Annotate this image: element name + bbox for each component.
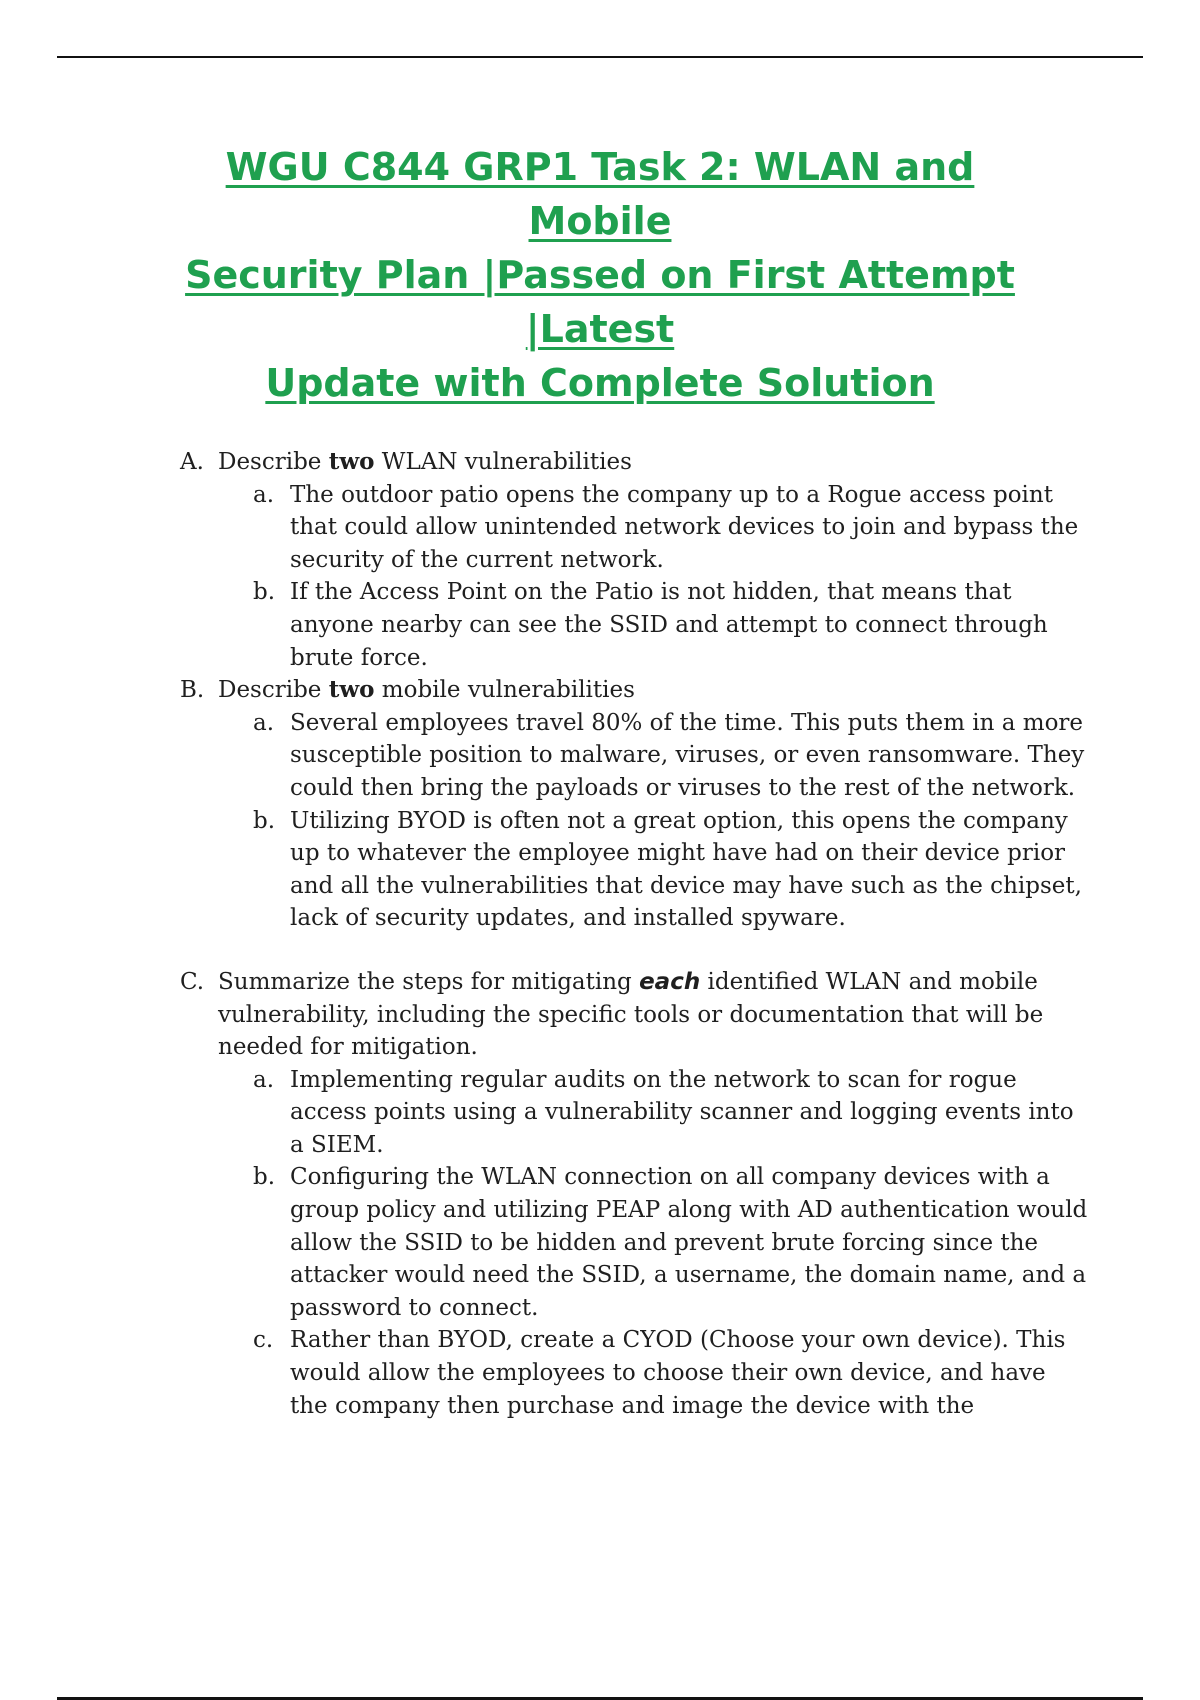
section-b [180,674,1090,935]
section-items [218,707,1090,935]
top-divider [57,56,1143,58]
emphasis-text: two [328,448,375,475]
item-marker: b. [253,807,276,834]
emphasis-text: each [639,968,701,995]
section-a [180,446,1090,674]
section-heading: Describe two mobile vulnerabilities [218,676,635,704]
list-item [253,707,1090,805]
item-marker: a. [253,709,275,736]
document-body [180,446,1090,1422]
item-marker: b. [253,579,276,606]
list-item [253,1324,1090,1422]
list-item [253,1064,1090,1162]
item-text: Several employees travel 80% of the time. This puts them in a more susceptible position to malware, viruses, or even ransomware. They could then bring the payloads or viruses to the rest of the network. [290,709,1085,801]
section-marker: C. [180,968,205,995]
title-line-3: Update with Complete Solution [265,361,935,405]
item-marker: b. [253,1164,276,1191]
title-line-1: WGU C844 GRP1 Task 2: WLAN and Mobile [225,145,975,243]
section-heading: Summarize the steps for mitigating each identified WLAN and mobile vulnerability, including the specific tools or documentation that will be needed for mitigation. [218,968,1044,1061]
item-marker: a. [253,1066,275,1093]
item-text: Rather than BYOD, create a CYOD (Choose your own device). This would allow the employees to choose their own device, and have the company then purchase and image the device with the [290,1327,1066,1419]
item-marker: c. [253,1327,274,1354]
section-marker: B. [180,677,205,704]
section-heading: Describe two WLAN vulnerabilities [218,448,632,475]
section-items [218,479,1090,675]
list-item [253,479,1090,577]
item-marker: a. [253,481,275,508]
emphasis-text: two [328,676,375,704]
item-text: Utilizing BYOD is often not a great option, this opens the company up to whatever the employee might have had on their device prior and all the vulnerabilities that device may have such as the chipset, lack of security updates, and installed spyware. [290,807,1082,932]
item-text: Configuring the WLAN connection on all company devices with a group policy and utilizing PEAP along with AD authentication would allow the SSID to be hidden and prevent brute forcing since the attacker would need the SSID, a username, the domain name, and a password to connect. [290,1164,1088,1321]
item-text: If the Access Point on the Patio is not hidden, that means that anyone nearby can see the SSID and attempt to connect through brute force. [290,579,1048,671]
item-text: Implementing regular audits on the network to scan for rogue access points using a vulnerability scanner and logging events into a SIEM. [290,1066,1074,1158]
section-c [180,966,1090,1422]
list-item [253,805,1090,935]
document-title [150,140,1050,410]
title-line-2: Security Plan |Passed on First Attempt |Latest [185,253,1015,351]
list-item [253,1161,1090,1324]
list-item [253,576,1090,674]
item-text: The outdoor patio opens the company up to a Rogue access point that could allow unintended network devices to join and bypass the security of the current network. [290,481,1079,573]
section-items [218,1064,1090,1423]
section-marker: A. [180,449,204,475]
